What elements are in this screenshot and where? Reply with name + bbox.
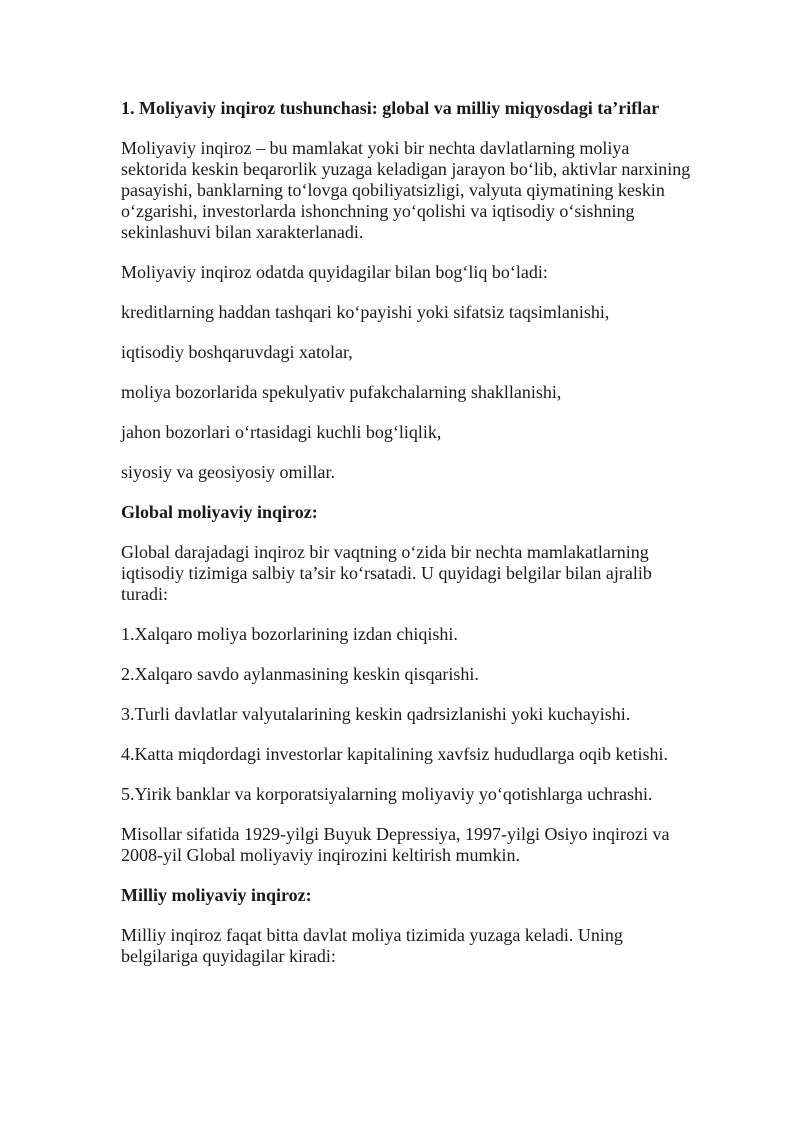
global-sign-item: 1.Xalqaro moliya bozorlarining izdan chiqishi. [121, 624, 458, 644]
global-sign-item: 3.Turli davlatlar valyutalarining keskin qadrsizlanishi yoki kuchayishi. [121, 704, 631, 724]
document-body [121, 98, 691, 986]
national-heading: Milliy moliyaviy inqiroz: [121, 885, 312, 905]
cause-item: siyosiy va geosiyosiy omillar. [121, 462, 335, 482]
causes-intro: Moliyaviy inqiroz odatda quyidagilar bilan bog‘liq bo‘ladi: [121, 262, 548, 282]
cause-item: moliya bozorlarida spekulyativ pufakchalarning shakllanishi, [121, 382, 562, 402]
global-sign-item: 5.Yirik banklar va korporatsiyalarning moliyaviy yo‘qotishlarga uchrashi. [121, 784, 653, 804]
national-intro: Milliy inqiroz faqat bitta davlat moliya tizimida yuzaga keladi. Uning belgilariga quyidagilar kiradi: [121, 925, 623, 966]
cause-item: jahon bozorlari o‘rtasidagi kuchli bog‘liqlik, [121, 422, 442, 442]
intro-paragraph: Moliyaviy inqiroz – bu mamlakat yoki bir nechta davlatlarning moliya sektorida keskin beqarorlik yuzaga keladigan jarayon bo‘lib, aktivlar narxining pasayishi, banklarning to‘lovga qobiliyatsizligi, valyuta qiymatining keskin o‘zgarishi, investorlarda ishonchning yo‘qolishi va iqtisodiy o‘sishning sekinlashuvi bilan xarakterlanadi. [121, 138, 691, 242]
global-sign-item: 2.Xalqaro savdo aylanmasining keskin qisqarishi. [121, 664, 479, 684]
document-title: 1. Moliyaviy inqiroz tushunchasi: global va milliy miqyosdagi ta’riflar [121, 98, 660, 118]
global-examples: Misollar sifatida 1929-yilgi Buyuk Depressiya, 1997-yilgi Osiyo inqirozi va 2008-yil Global moliyaviy inqirozini keltirish mumkin. [121, 824, 670, 865]
cause-item: iqtisodiy boshqaruvdagi xatolar, [121, 342, 353, 362]
cause-item: kreditlarning haddan tashqari ko‘payishi yoki sifatsiz taqsimlanishi, [121, 302, 610, 322]
global-sign-item: 4.Katta miqdordagi investorlar kapitalining xavfsiz hududlarga oqib ketishi. [121, 744, 669, 764]
global-heading: Global moliyaviy inqiroz: [121, 502, 318, 522]
global-intro: Global darajadagi inqiroz bir vaqtning o‘zida bir nechta mamlakatlarning iqtisodiy tizimiga salbiy ta’sir ko‘rsatadi. U quyidagi belgilar bilan ajralib turadi: [121, 542, 652, 604]
